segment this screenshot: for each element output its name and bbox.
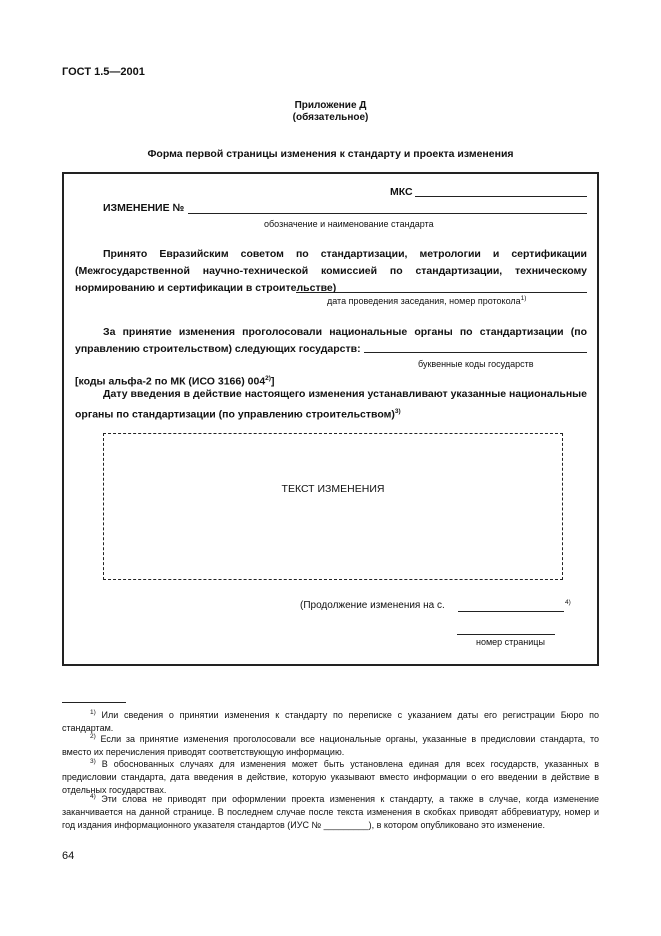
change-number-label: ИЗМЕНЕНИЕ №: [103, 202, 185, 214]
page-number-field-line: [457, 634, 555, 635]
effective-date-text: Дату введения в действие настоящего изменения устанавливают указанные национальные органы по стандартизации (по управлению строительством): [75, 388, 587, 421]
footnote-3-mark: 3): [90, 758, 96, 765]
footnote-2-text: Если за принятие изменения проголосовали все национальные органы, указанные в предисловии стандарта, то вместо их перечисления приводят соответствующую информацию.: [62, 734, 599, 757]
footnote-ref-2: 2): [265, 375, 271, 382]
adopted-field-line: [296, 292, 587, 293]
page-number: 64: [62, 850, 75, 862]
voted-hint: буквенные коды государств: [418, 359, 534, 369]
continuation-page-line: [458, 611, 564, 612]
adopted-hint: [327, 295, 526, 306]
appendix-subtitle: (обязательное): [292, 112, 369, 123]
appendix-heading: Форма первой страницы изменения к стандарту и проекта изменения: [147, 148, 514, 160]
footnote-ref-1: 1): [520, 295, 527, 302]
footnote-1-text: Или сведения о принятии изменения к стандарту по переписке с указанием даты его регистрации Бюро по стандартам.: [62, 710, 599, 733]
voted-field-line: [364, 352, 587, 353]
country-codes-close: ]: [270, 375, 275, 388]
footnote-4-mark: 4): [90, 793, 96, 800]
adopted-hint-text: дата проведения заседания, номер протокола: [327, 296, 521, 306]
mks-field-line: [415, 196, 587, 197]
change-number-hint: обозначение и наименование стандарта: [264, 219, 434, 229]
footnote-4: [62, 790, 599, 832]
footnote-2-mark: 2): [90, 733, 96, 740]
country-codes-text: [коды альфа-2 по МК (ИСО 3166) 004: [75, 375, 266, 388]
change-number-field-line: [188, 213, 587, 214]
footnote-ref-3: 3): [394, 408, 401, 415]
voted-paragraph: За принятие изменения проголосовали национальные органы по стандартизации (по управлению строительством) следующих государств:: [75, 326, 587, 355]
footnote-3-text: В обоснованных случаях для изменения может быть установлена единая для всех государств, указанных в предисловии стандарта, дата введения в действие, которую указывают вместо информации о его введении в действие в отдельных государствах.: [62, 759, 599, 795]
footnote-1-mark: 1): [90, 709, 96, 716]
continuation-label: (Продолжение изменения на с.: [300, 600, 445, 611]
appendix-title: Приложение Д: [294, 100, 367, 111]
page-number-hint: номер страницы: [476, 637, 545, 647]
footnote-separator: [62, 702, 126, 703]
footnote-4-text: Эти слова не приводят при оформлении проекта изменения к стандарту, а также в случае, когда изменение заканчивается на данной странице. В последнем случае после текста изменения в скобках приводят аббревиатуру, номер и год издания информационного указателя стандартов (ИУС № _________), в котором опубликовано это изменение.: [62, 794, 599, 830]
document-code: ГОСТ 1.5—2001: [62, 66, 145, 78]
mks-label: МКС: [390, 186, 413, 198]
change-text-placeholder: ТЕКСТ ИЗМЕНЕНИЯ: [281, 483, 385, 495]
change-text-area: [103, 433, 563, 580]
footnote-ref-4: 4): [565, 599, 571, 606]
effective-date-paragraph: [75, 386, 587, 424]
adopted-paragraph: Принято Евразийским советом по стандартизации, метрологии и сертификации (Межгосударственной научно-технической комиссией по стандартизации, техническому нормированию и сертификации в строительстве): [75, 248, 587, 294]
